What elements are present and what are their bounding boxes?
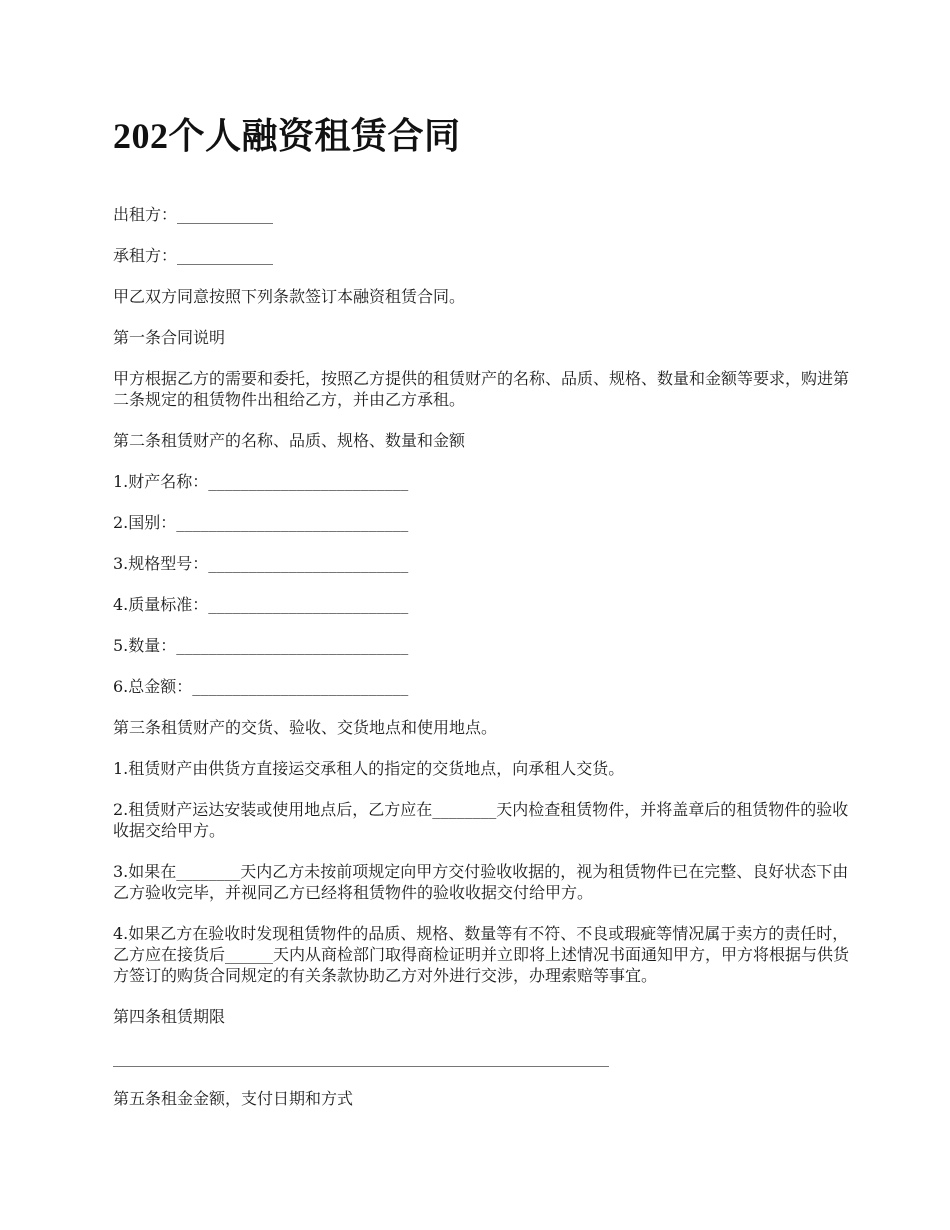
document-title: 202个人融资租赁合同	[113, 116, 461, 156]
total-amount-line: 6.总金额：___________________________	[113, 677, 409, 696]
quality-standard-line: 4.质量标准：_________________________	[113, 595, 409, 614]
model-line: 3.规格型号：_________________________	[113, 554, 409, 573]
lease-term-blank: ______________________________________________________________	[113, 1048, 609, 1067]
article-3-heading: 第三条租赁财产的交货、验收、交货地点和使用地点。	[113, 718, 498, 737]
country-line: 2.国别：_____________________________	[113, 513, 409, 532]
article-5-heading: 第五条租金金额，支付日期和方式	[113, 1089, 354, 1108]
article-4-heading: 第四条租赁期限	[113, 1007, 226, 1026]
article-3-clause-2: 2.租赁财产运达安装或使用地点后，乙方应在________天内检查租赁物件，并将盖章后的租赁物件的验收收据交给甲方。	[113, 800, 849, 840]
article-3-clause-1: 1.租赁财产由供货方直接运交承租人的指定的交货地点，向承租人交货。	[113, 759, 625, 778]
article-2-heading: 第二条租赁财产的名称、品质、规格、数量和金额	[113, 431, 466, 450]
property-name-line: 1.财产名称：_________________________	[113, 472, 409, 491]
article-1-body: 甲方根据乙方的需要和委托，按照乙方提供的租赁财产的名称、品质、规格、数量和金额等要求，购进第二条规定的租赁物件出租给乙方，并由乙方承租。	[113, 369, 850, 409]
article-3-clause-4: 4.如果乙方在验收时发现租赁物件的品质、规格、数量等有不符、不良或瑕疵等情况属于卖方的责任时，乙方应在接货后______天内从商检部门取得商检证明并立即将上述情况书面通知甲方，甲方将根据与供货方签订的购货合同规定的有关条款协助乙方对外进行交涉，办理索赔等事宜。	[113, 924, 850, 985]
article-3-clause-3: 3.如果在________天内乙方未按前项规定向甲方交付验收收据的，视为租赁物件已在完整、良好状态下由乙方验收完毕，并视同乙方已经将租赁物件的验收收据交付给甲方。	[113, 862, 849, 902]
agreement-intro: 甲乙双方同意按照下列条款签订本融资租赁合同。	[113, 287, 466, 306]
lessor-line: 出租方：____________	[113, 205, 274, 224]
article-1-heading: 第一条合同说明	[113, 328, 226, 347]
quantity-line: 5.数量：_____________________________	[113, 636, 409, 655]
lessee-line: 承租方：____________	[113, 246, 274, 265]
